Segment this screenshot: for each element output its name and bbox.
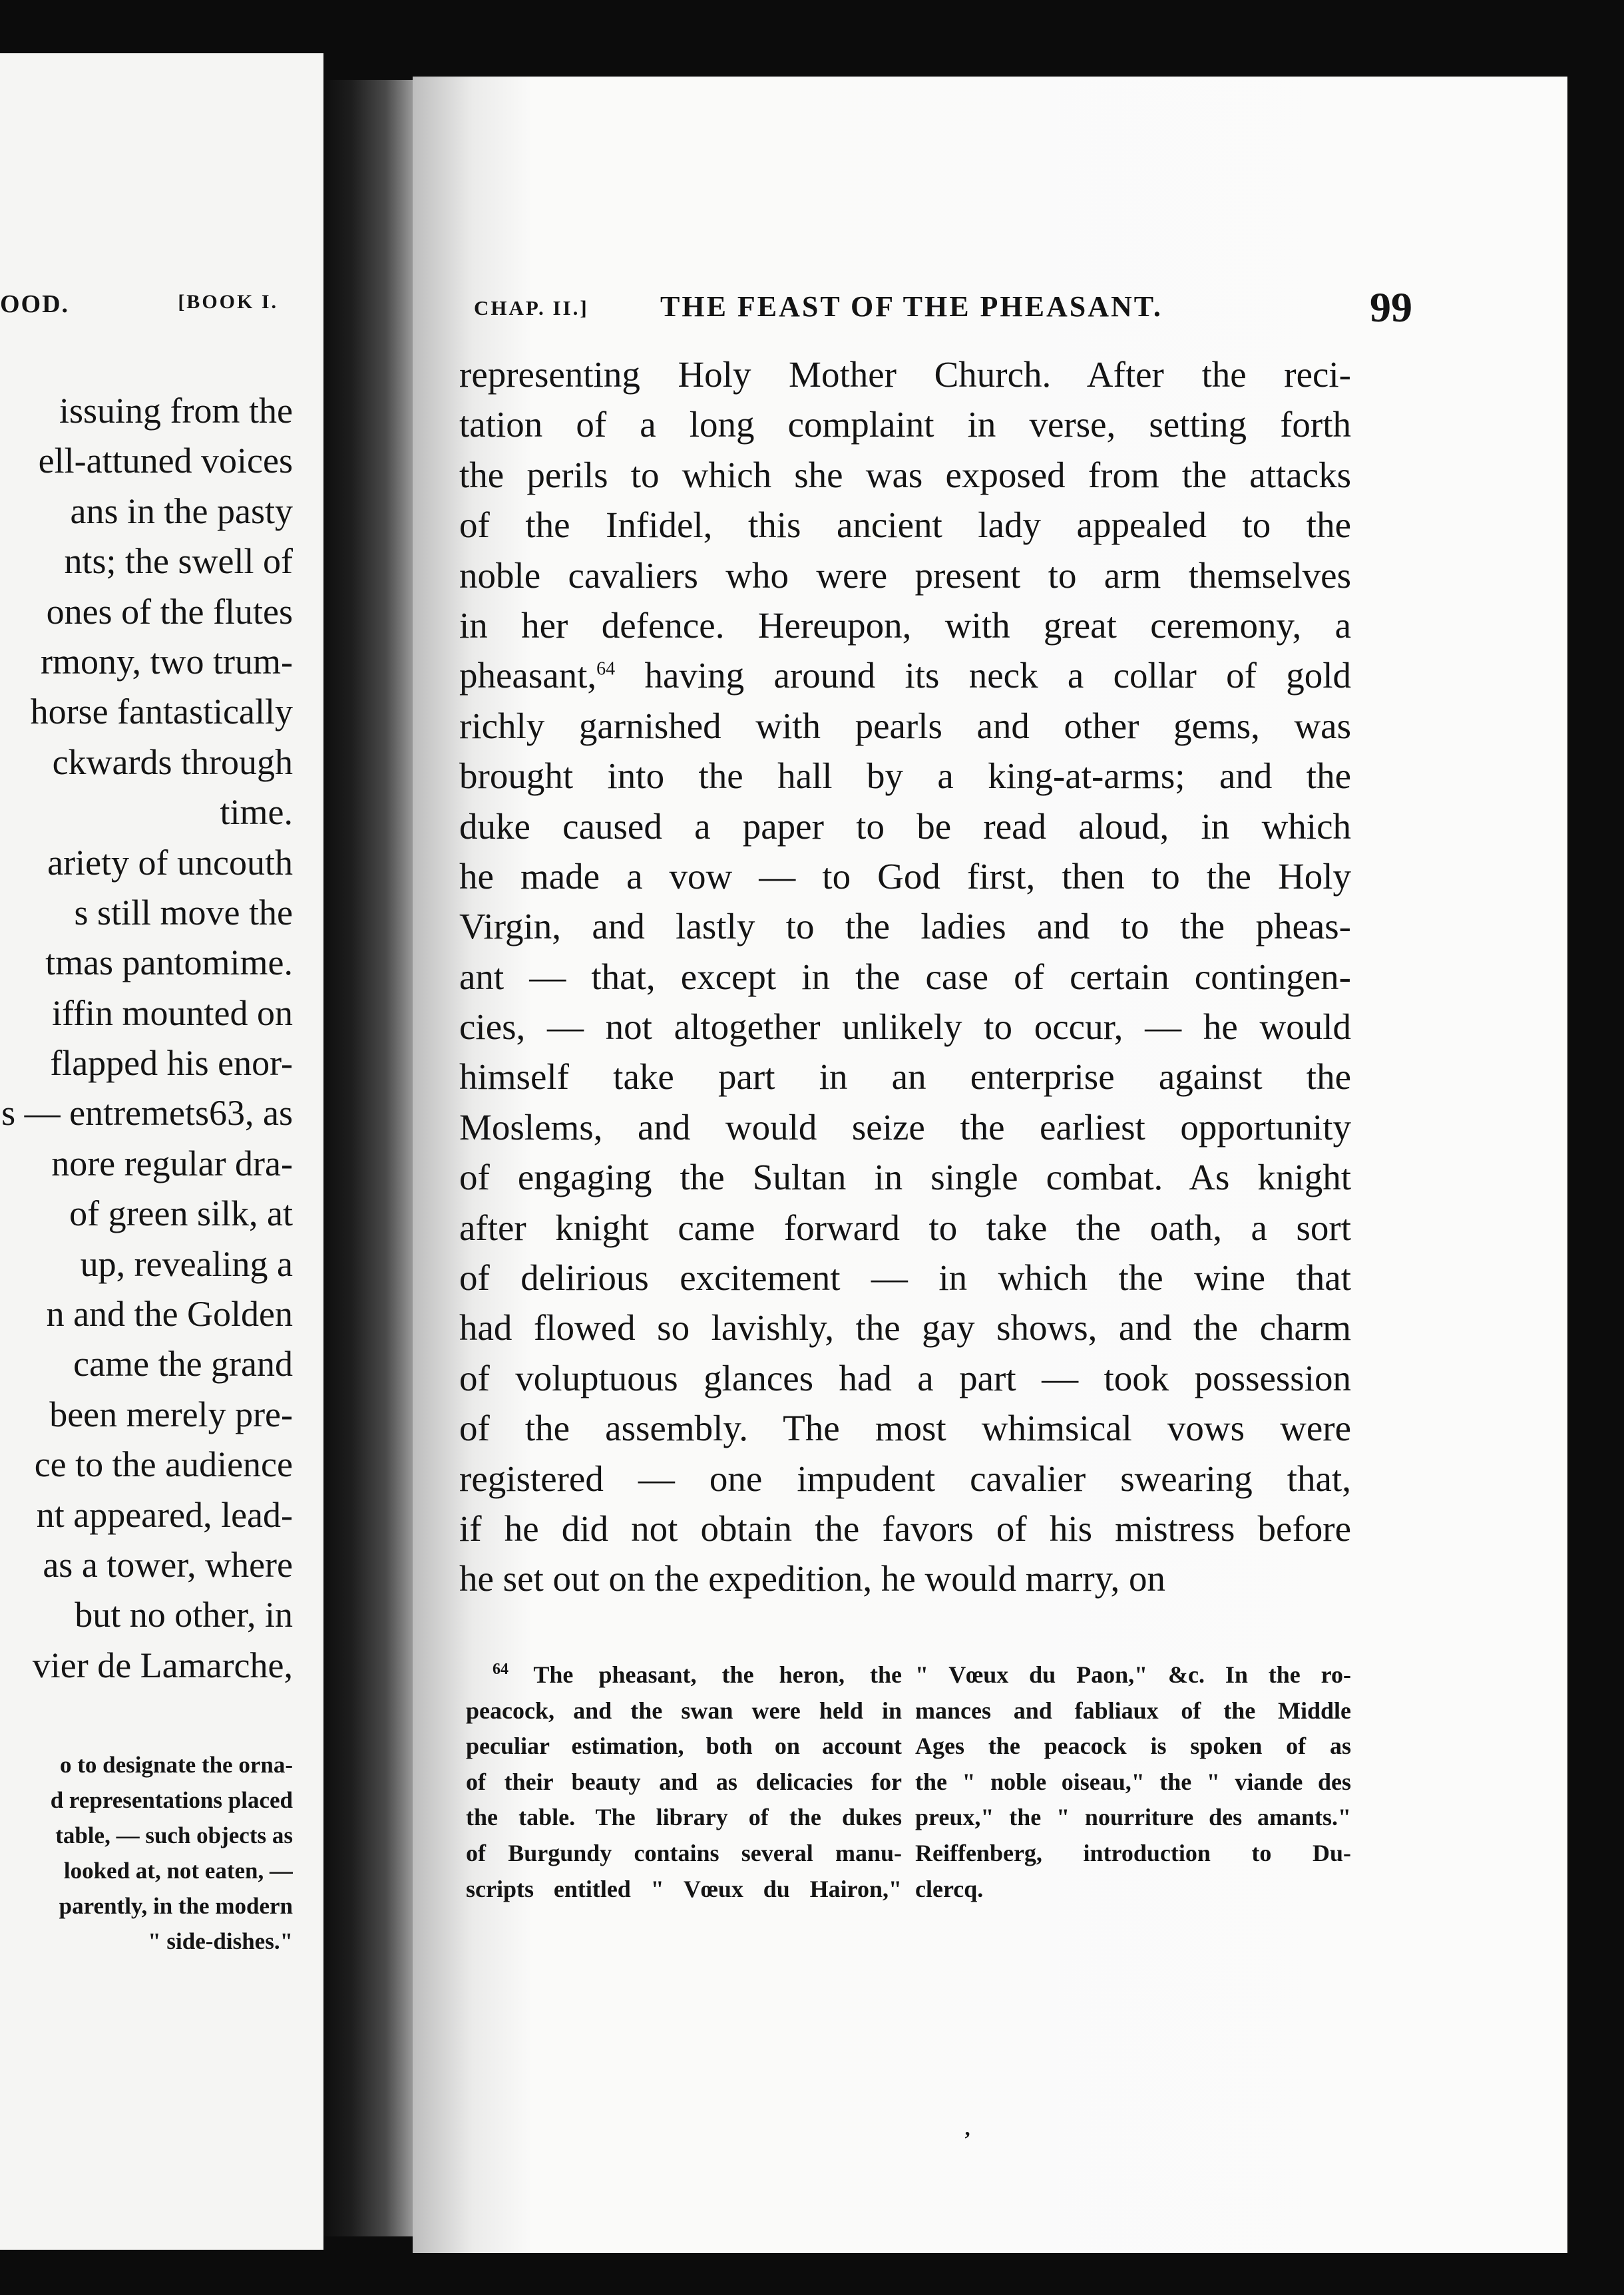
left-text-line: flapped his enor-: [50, 1043, 293, 1084]
left-footnote-line: parently, in the modern: [59, 1893, 293, 1919]
body-text-line: of the assembly. The most whimsical vows were: [459, 1408, 1351, 1449]
body-text-line: after knight came forward to take the oath, a sort: [459, 1207, 1351, 1248]
footnote-number: 64: [493, 1661, 508, 1678]
left-text-line: of green silk, at: [69, 1193, 293, 1234]
left-text-line: issuing from the: [59, 391, 293, 431]
left-text-line: been merely pre-: [49, 1394, 293, 1434]
body-text-line: if he did not obtain the favors of his mistress before: [459, 1508, 1351, 1549]
footnote-line: the " noble oiseau," the " viande des: [915, 1768, 1351, 1795]
body-text-line: tation of a long complaint in verse, setting forth: [459, 404, 1351, 445]
left-text-line: rmony, two trum-: [41, 641, 293, 682]
footnote-reference[interactable]: 64: [596, 659, 616, 680]
running-title: THE FEAST OF THE PHEASANT.: [660, 290, 1163, 323]
body-text: [459, 349, 1351, 1604]
footnote-line: mances and fabliaux of the Middle: [915, 1697, 1351, 1724]
footnote-line: Ages the peacock is spoken of as: [915, 1733, 1351, 1760]
left-footnote-line: " side-dishes.": [148, 1928, 293, 1954]
footnote-line: Reiffenberg, introduction to Du-: [915, 1839, 1351, 1866]
left-footnote: [0, 1747, 293, 1959]
footnote-line: of their beauty and as delicacies for: [466, 1768, 902, 1795]
left-running-title: OOD.: [0, 290, 70, 318]
right-page: [413, 77, 1567, 2253]
running-head: [474, 283, 1412, 343]
left-text-line: s still move the: [74, 892, 293, 933]
body-text-line: had flowed so lavishly, the gay shows, and the charm: [459, 1307, 1351, 1349]
body-text-line: of voluptuous glances had a part — took possession: [459, 1357, 1351, 1398]
footnote-column-left: [466, 1657, 902, 1907]
body-text-line: the perils to which she was exposed from the attacks: [459, 454, 1351, 495]
left-text-line: came the grand: [73, 1344, 293, 1384]
body-text-line: Virgin, and lastly to the ladies and to the pheas-: [459, 906, 1351, 947]
footnotes: [439, 1657, 1371, 1910]
left-footnote-line: table, — such objects as: [55, 1822, 293, 1848]
left-footnote-line: looked at, not eaten, —: [63, 1858, 293, 1884]
left-book-reference: [BOOK I.: [178, 291, 278, 313]
left-text-line: ariety of uncouth: [47, 842, 293, 883]
left-text-line: up, revealing a: [80, 1243, 293, 1284]
left-text-line: nore regular dra-: [51, 1143, 293, 1183]
left-text-line: ones of the flutes: [46, 591, 293, 632]
body-text-line: registered — one impudent cavalier swearing that,: [459, 1458, 1351, 1499]
body-text-line: of delirious excitement — in which the wine that: [459, 1257, 1351, 1299]
left-text-line: as a tower, where: [43, 1544, 293, 1585]
body-text-line: he made a vow — to God first, then to the Holy: [459, 855, 1351, 897]
left-text-line: nts; the swell of: [64, 541, 293, 582]
footnote-line: preux," the " nourriture des amants.": [915, 1804, 1351, 1831]
left-footnote-line: o to designate the orna-: [60, 1752, 293, 1778]
footnote-line: " Vœux du Paon," &c. In the ro-: [915, 1661, 1351, 1688]
body-text-line: of engaging the Sultan in single combat. As knight: [459, 1157, 1351, 1198]
body-text-line: noble cavaliers who were present to arm themselves: [459, 554, 1351, 596]
body-text-line: himself take part in an enterprise against the: [459, 1056, 1351, 1098]
left-page: [0, 53, 323, 2250]
left-body-text: [0, 386, 293, 1691]
footnote-line: peacock, and the swan were held in: [466, 1697, 902, 1724]
left-text-line: s — entremets63, as: [1, 1093, 293, 1134]
body-text-line: Moslems, and would seize the earliest opportunity: [459, 1106, 1351, 1148]
left-text-line: nt appeared, lead-: [36, 1494, 293, 1535]
left-text-line: tmas pantomime.: [45, 942, 293, 983]
footnote-line: peculiar estimation, both on account: [466, 1733, 902, 1760]
left-text-line: ans in the pasty: [70, 491, 293, 531]
left-text-line: vier de Lamarche,: [32, 1645, 293, 1685]
line-prefix: pheasant,: [459, 655, 597, 696]
left-text-line: time.: [220, 792, 293, 833]
left-text-line: ell-attuned voices: [38, 441, 293, 481]
body-text-line: of the Infidel, this ancient lady appealed to the: [459, 505, 1351, 546]
footnote-line: of Burgundy contains several manu-: [466, 1839, 902, 1866]
footnote-line: [466, 1657, 902, 1693]
body-text-line: richly garnished with pearls and other gems, was: [459, 705, 1351, 746]
left-text-line: but no other, in: [75, 1595, 293, 1635]
footnote-line: clercq.: [915, 1875, 984, 1902]
left-text-line: n and the Golden: [46, 1294, 293, 1335]
footnote-column-right: [915, 1657, 1351, 1907]
left-text-line: ckwards through: [52, 741, 293, 782]
body-text-line: brought into the hall by a king-at-arms; and the: [459, 755, 1351, 797]
body-text-line: duke caused a paper to be read aloud, in which: [459, 805, 1351, 847]
page-number: 99: [1370, 284, 1412, 331]
left-footnote-line: d representations placed: [50, 1787, 293, 1813]
left-text-line: ce to the audience: [34, 1444, 293, 1485]
body-text-line: in her defence. Hereupon, with great ceremony, a: [459, 604, 1351, 646]
bottom-mark: ’: [964, 2127, 971, 2151]
left-text-line: horse fantastically: [30, 692, 293, 732]
left-running-head: [0, 276, 313, 329]
body-text-line: representing Holy Mother Church. After the reci-: [459, 354, 1351, 395]
body-text-line: [459, 650, 1351, 700]
body-text-line: cies, — not altogether unlikely to occur, — he would: [459, 1006, 1351, 1048]
line-rest: having around its neck a collar of gold: [615, 655, 1351, 696]
footnote-text: The pheasant, the heron, the: [508, 1661, 902, 1688]
left-text-line: iffin mounted on: [52, 992, 293, 1033]
body-text-line: he set out on the expedition, he would marry, on: [459, 1558, 1166, 1599]
footnote-line: scripts entitled " Vœux du Hairon,": [466, 1875, 902, 1902]
body-text-line: ant — that, except in the case of certain contingen-: [459, 956, 1351, 997]
chapter-reference: CHAP. II.]: [474, 296, 589, 319]
footnote-line: the table. The library of the dukes: [466, 1804, 902, 1831]
